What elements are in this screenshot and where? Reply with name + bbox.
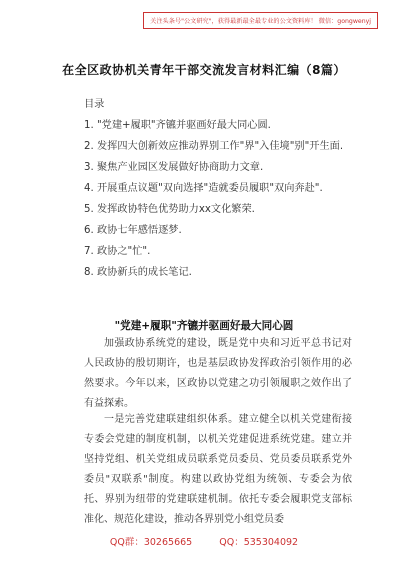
- document-title: 在全区政协机关青年干部交流发言材料汇编（8篇）: [62, 63, 346, 77]
- table-of-contents: [84, 94, 346, 283]
- toc-item[interactable]: 6. 政协七年感悟逐梦.: [84, 225, 182, 236]
- toc-heading: 目录: [84, 99, 105, 110]
- toc-item[interactable]: 8. 政协新兵的成长笔记.: [84, 267, 192, 278]
- body-paragraph: 加强政协系统党的建设，既是党中央和习近平总书记对人民政协的殷切期许，也是基层政协发挥政治引领作用的必然要求。今年以来，区政协以党建之功引领履职之效作出了有益探索。: [84, 338, 352, 409]
- body-paragraph: 一是完善党建联建组织体系。建立健全以机关党建衔接专委会党建的制度机制，以机关党建促进系统党建。建立并坚持党组、机关党组成员联系党员委员、党员委员联系党外委员"双联系"制度。构建以政协党组为统领、专委会为依托、界别为纽带的党建联建机制。依托专委会履职党支部标准化、规范化建设，推动各界别党小组党员委: [84, 414, 352, 525]
- toc-item[interactable]: 4. 开展重点议题"双向选择"造就委员履职"双向奔赴".: [84, 183, 323, 194]
- footer-contact: [0, 534, 408, 548]
- toc-item[interactable]: 7. 政协之"忙".: [84, 246, 151, 257]
- section-title: "党建+履职"齐镳并驱画好最大同心圆: [114, 320, 294, 332]
- footer-qq-number: QQ：535304092: [219, 537, 299, 548]
- top-notice-banner: 关注头条号"公文研究"，获得最新最全最专业的公文资料库！ 微信：gongwenyj: [143, 12, 378, 29]
- toc-item[interactable]: 2. 发挥四大创新效应推动界别工作"界"入佳境"别"开生面.: [84, 141, 344, 152]
- toc-item[interactable]: 5. 发挥政协特色优势助力xx文化繁荣.: [84, 204, 255, 215]
- footer-qq-group: QQ群：30265665: [109, 537, 193, 548]
- toc-item[interactable]: 3. 聚焦产业园区发展做好协商助力文章.: [84, 162, 264, 173]
- toc-item[interactable]: 1. "党建+履职"齐镳并驱画好最大同心圆.: [84, 120, 271, 131]
